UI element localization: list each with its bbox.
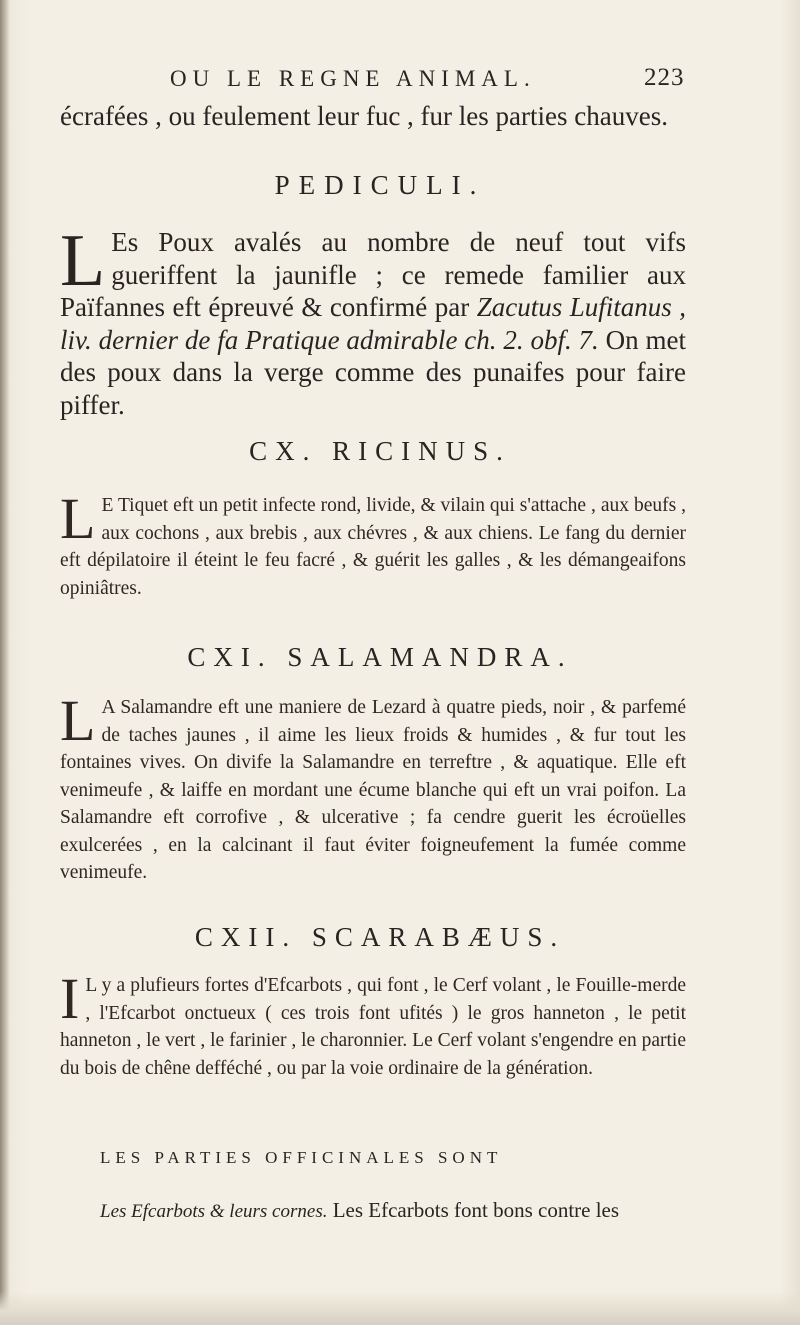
heading-salamandra: CXI. SALAMANDRA. [187, 642, 573, 672]
heading-pediculi: PEDICULI. [274, 170, 486, 200]
last-line [100, 1198, 680, 1223]
officinal-parts-heading: LES PARTIES OFFICINALES SONT [100, 1148, 503, 1167]
heading-ricinus: CX. RICINUS. [249, 436, 511, 466]
pediculi-text-a: Es Poux avalés au nombre de neuf tout vifs gueriffent la jaunifle ; ce remede familier aux Païfannes eft épreuvé & confirmé par [60, 227, 686, 322]
scarabaeus-text [60, 966, 686, 1082]
ricinus-body: E Tiquet eft un petit infecte rond, livide, & vilain qui s'attache , aux beufs , aux cochons , aux brebis , aux chévres , & aux chiens. Le fang du dernier eft dépilatoire il éteint le feu facré , & guérit les galles , & les démangeaifons opiniâtres. [60, 495, 686, 599]
salamandra-paragraph [60, 688, 686, 887]
pediculi-paragraph [60, 220, 686, 421]
pediculi-author: Zacutus Lufitanus , liv. dernier de fa Pratique admirable ch. 2. obf. 7. [60, 292, 686, 355]
last-line-italic: Les Efcarbots & leurs cornes. [100, 1201, 328, 1222]
scarabaeus-body: L y a plufieurs fortes d'Efcarbots , qui font , le Cerf volant , le Fouille-merde , l'Efcarbot onctueux ( ces trois font ufités ) le gros hanneton , le petit hanneton , le vert , le farinier , le charonnier. Le Cerf volant s'engendre en partie du bois de chêne defféché , ou par la voie ordinaire de la génération. [60, 975, 686, 1079]
pediculi-text-b: On met des poux dans la verge comme des punaifes pour faire piffer. [60, 324, 686, 420]
last-line-text: Les Efcarbots font bons contre les [327, 1198, 620, 1222]
page-spine-shadow [0, 0, 10, 1325]
running-head-title: OU LE REGNE ANIMAL. [170, 66, 536, 91]
pediculi-text [60, 220, 686, 421]
salamandra-body: A Salamandre eft une maniere de Lezard à quatre pieds, noir , & parfemé de taches jaunes , il aime les lieux froids & humides , & fur tout les fontaines vives. On divife la Salamandre en terreftre , & aquatique. Elle eft venimeufe , & laiffe en mordant une écume blanche qui eft un vrai poifon. La Salamandre eft corrofive , & ulcerative ; fa cendre guerit les écroüelles exulcerées , en la calcinant il faut éviter foigneufement la fumée comme venimeufe. [60, 697, 686, 883]
ricinus-text [60, 486, 686, 602]
ricinus-dropcap: L [60, 486, 96, 551]
ricinus-paragraph [60, 486, 686, 602]
pediculi-dropcap: L [60, 220, 106, 302]
page-number: 223 [644, 64, 685, 91]
scarabaeus-dropcap: I [60, 966, 80, 1031]
salamandra-dropcap: L [60, 688, 96, 753]
intro-paragraph [60, 100, 686, 133]
scarabaeus-paragraph [60, 966, 686, 1082]
intro-text: écrafées , ou feulement leur fuc , fur les parties chauves. [60, 101, 668, 131]
page-bottom-edge [0, 1291, 800, 1325]
heading-scarabaeus: CXII. SCARABÆUS. [194, 922, 566, 952]
salamandra-text [60, 688, 686, 887]
running-head [170, 66, 690, 92]
